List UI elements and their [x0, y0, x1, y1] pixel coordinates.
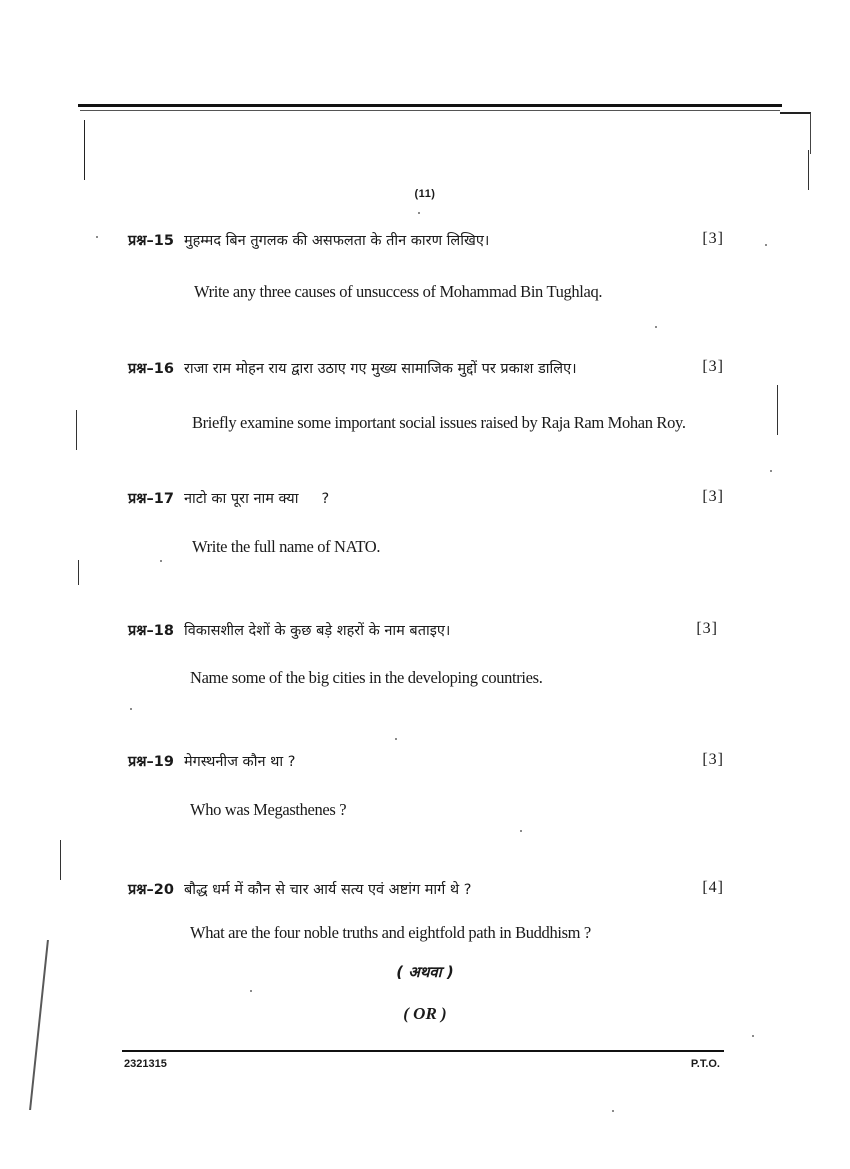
question-hindi-text: मेगस्थनीज कौन था ?: [183, 754, 296, 770]
question-label: प्रश्न–15: [128, 233, 174, 249]
question-marks: [3]: [702, 488, 724, 505]
or-hindi: ( अथवा ): [396, 963, 454, 981]
question-hindi-text: नाटो का पूरा नाम क्या ?: [183, 491, 330, 507]
page-number: (11): [414, 188, 436, 200]
scan-speck: [770, 470, 772, 472]
question-18-english: Name some of the big cities in the developing countries.: [190, 668, 543, 687]
question-hindi-text: बौद्ध धर्म में कौन से चार आर्य सत्य एवं अष्टांग मार्ग थे ?: [183, 882, 472, 898]
question-label: प्रश्न–19: [128, 754, 174, 770]
question-marks: [4]: [702, 879, 724, 896]
scan-speck: [765, 244, 767, 246]
scan-speck: [130, 708, 132, 710]
question-15-row: [128, 230, 728, 254]
question-15-english: Write any three causes of unsuccess of Mohammad Bin Tughlaq.: [194, 282, 603, 301]
scan-speck: [160, 560, 162, 562]
question-19-row: [128, 751, 728, 775]
question-label: प्रश्न–16: [128, 361, 174, 377]
scan-speck: [395, 738, 397, 740]
or-english: ( OR ): [403, 1004, 447, 1023]
question-marks: [3]: [702, 751, 724, 768]
scan-edge-mark: [60, 840, 61, 880]
scan-speck: [520, 830, 522, 832]
question-hindi-text: मुहम्मद बिन तुगलक की असफलता के तीन कारण लिखिए।: [183, 233, 490, 249]
scan-speck: [250, 990, 252, 992]
scan-edge-mark: [84, 120, 85, 180]
question-20-row: [128, 879, 728, 903]
question-label: प्रश्न–20: [128, 882, 174, 898]
question-20-english: What are the four noble truths and eightfold path in Buddhism ?: [190, 923, 591, 942]
question-hindi-text: विकासशील देशों के कुछ बड़े शहरों के नाम बताइए।: [183, 623, 451, 639]
scan-speck: [96, 236, 98, 238]
scan-edge-mark: [808, 150, 809, 190]
top-rule: [78, 104, 782, 107]
question-marks: [3]: [702, 358, 724, 375]
question-16-row: [128, 358, 728, 382]
question-17-row: [128, 488, 728, 512]
question-marks: [3]: [702, 230, 724, 247]
scan-edge-mark: [78, 560, 79, 585]
footer-rule: [122, 1050, 724, 1052]
question-18-row: [128, 620, 728, 644]
paper-code: 2321315: [124, 1058, 167, 1070]
question-16-english: Briefly examine some important social issues raised by Raja Ram Mohan Roy.: [192, 413, 686, 432]
scan-speck: [655, 326, 657, 328]
scan-edge-mark: [76, 410, 77, 450]
scan-speck: [752, 1035, 754, 1037]
scan-speck: [612, 1110, 614, 1112]
question-17-english: Write the full name of NATO.: [192, 537, 381, 556]
question-19-english: Who was Megasthenes ?: [190, 800, 347, 819]
question-label: प्रश्न–18: [128, 623, 174, 639]
question-label: प्रश्न–17: [128, 491, 174, 507]
scan-speck: [418, 212, 420, 214]
pto-label: P.T.O.: [690, 1058, 720, 1070]
scan-corner-mark: [780, 112, 811, 154]
scan-edge-mark: [777, 385, 778, 435]
question-marks: [3]: [696, 620, 718, 637]
top-rule-shadow: [80, 110, 780, 111]
question-hindi-text: राजा राम मोहन राय द्वारा उठाए गए मुख्य सामाजिक मुद्दों पर प्रकाश डालिए।: [183, 361, 577, 377]
